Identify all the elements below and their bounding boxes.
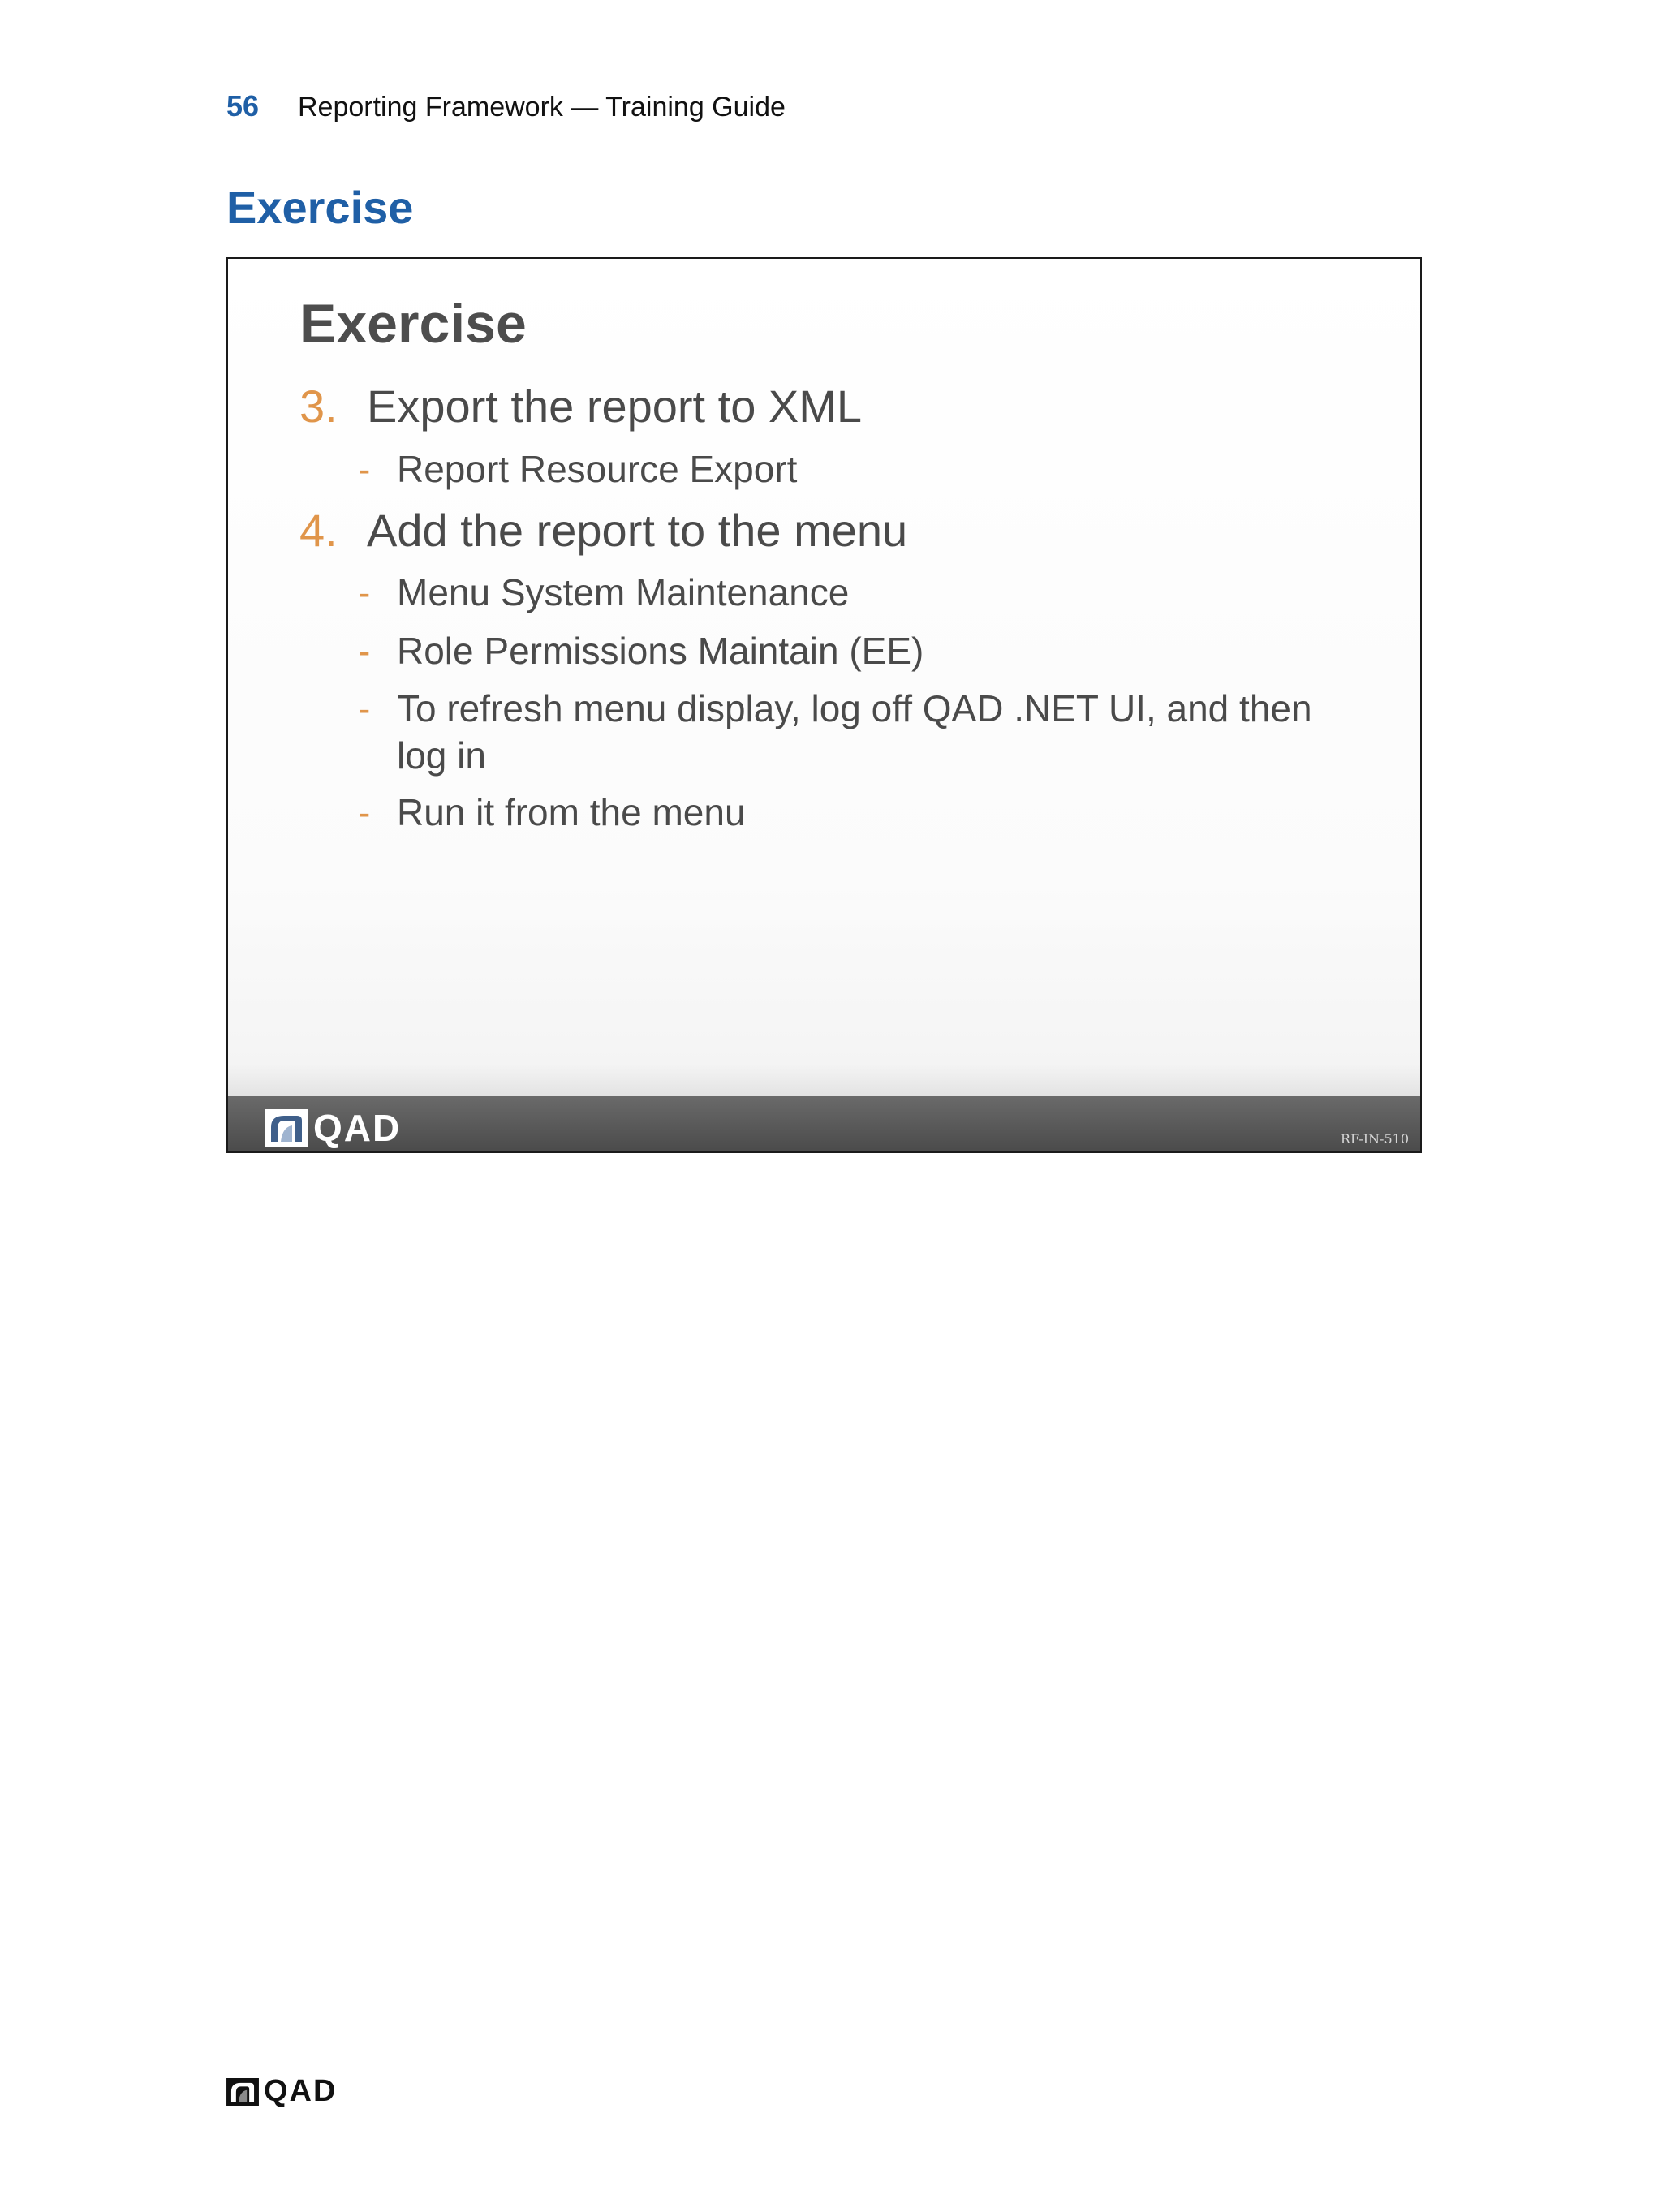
qad-logo (265, 1106, 401, 1150)
step-number: 3. (299, 381, 338, 432)
section-title: Exercise (226, 182, 414, 233)
bullet-item (358, 627, 1332, 674)
bullet-dash: - (358, 791, 371, 833)
qad-logo-icon (265, 1109, 308, 1147)
step-number: 4. (299, 505, 338, 556)
page-header (226, 89, 786, 130)
footer-fade (228, 1064, 1420, 1096)
step-text: Add the report to the menu (367, 505, 908, 556)
slide-code: RF-IN-510 (1340, 1131, 1409, 1147)
page-number: 56 (226, 89, 260, 123)
bullet-item (358, 445, 1332, 493)
logo-text: QAD (264, 2074, 338, 2108)
bullet-text: To refresh menu display, log off QAD .NET UI, and then log in (397, 687, 1312, 777)
bullet-item (358, 685, 1332, 779)
bullet-text: Menu System Maintenance (397, 571, 850, 613)
step-text: Export the report to XML (367, 381, 863, 432)
bullet-text: Run it from the menu (397, 791, 746, 833)
bullet-dash: - (358, 630, 371, 672)
qad-logo-icon (226, 2078, 259, 2106)
slide-title: Exercise (299, 293, 527, 355)
slide (226, 257, 1422, 1153)
bullet-dash: - (358, 571, 371, 613)
bullet-text: Role Permissions Maintain (EE) (397, 630, 924, 672)
bullet-dash: - (358, 687, 371, 729)
slide-footer (228, 1096, 1420, 1151)
logo-text: QAD (313, 1107, 402, 1149)
step-4 (299, 506, 907, 556)
bullet-dash: - (358, 448, 371, 490)
step-3 (299, 381, 862, 432)
page-footer-logo (226, 2074, 337, 2109)
bullet-item (358, 569, 1332, 616)
guide-title: Reporting Framework — Training Guide (298, 92, 786, 123)
bullet-item (358, 789, 1332, 836)
bullet-text: Report Resource Export (397, 448, 798, 490)
